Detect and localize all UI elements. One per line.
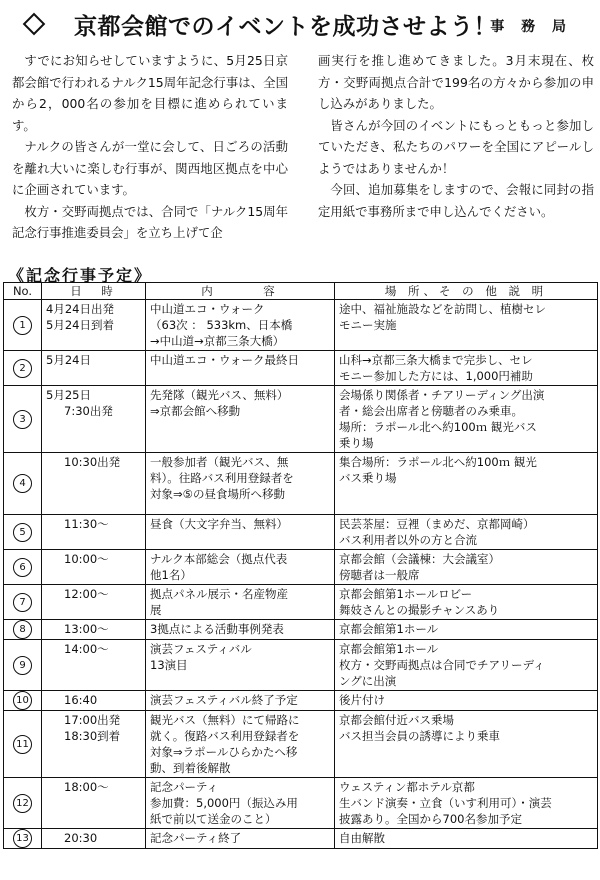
notes-line: 京都会館第1ホール: [339, 642, 439, 656]
column-header-notes: 場 所、そ の 他 説 明: [335, 283, 598, 300]
content-cell: [146, 386, 335, 453]
row-number-circle: 3: [13, 410, 32, 429]
intro-paragraph: 画実行を推し進めてきました。3月末現在、枚方・交野両拠点合計で199名の方々から参加の申し込みがありました。: [318, 53, 594, 111]
datetime-line: 4月24日出発: [46, 302, 114, 316]
content-line: 記念パーティ: [150, 780, 219, 794]
row-number-circle: 13: [13, 829, 32, 848]
notes-line: 京都会館付近バス乗場: [339, 713, 454, 727]
schedule-header-row: [4, 283, 598, 300]
content-cell: [146, 585, 335, 620]
schedule-heading: 《記念行事予定》: [8, 266, 153, 285]
content-line: 一般参加者（観光バス、無: [150, 455, 289, 469]
notes-cell: [335, 351, 598, 386]
datetime-cell: [42, 351, 146, 386]
datetime-line: 12:00～: [64, 587, 109, 601]
datetime-cell: [42, 550, 146, 585]
row-number-cell: [4, 300, 42, 351]
datetime-cell: [42, 386, 146, 453]
schedule-row: [4, 620, 598, 640]
notes-line: 乗り場: [339, 436, 374, 450]
datetime-line: 5月24日: [46, 353, 91, 367]
notes-line: 京都会館（会議棟：大会議室）: [339, 552, 500, 566]
content-line: ⇒京都会館へ移動: [150, 404, 241, 418]
notes-line: 生バンド演奏・立食（いす利用可）・演芸: [339, 796, 552, 810]
row-number-cell: [4, 620, 42, 640]
datetime-cell: [42, 453, 146, 515]
notes-line: 傍聴者は一般席: [339, 568, 420, 582]
datetime-line: 10:00～: [64, 552, 109, 566]
datetime-line: 11:30～: [64, 517, 109, 531]
row-number-cell: [4, 711, 42, 778]
datetime-line: 5月24日到着: [46, 318, 114, 332]
datetime-line: 17:00出発: [64, 713, 121, 727]
schedule-row: [4, 300, 598, 351]
content-line: 対象⇒ラポールひらかたへ移: [150, 745, 298, 759]
datetime-cell: [42, 620, 146, 640]
notes-line: ウェスティン都ホテル京都: [339, 780, 475, 794]
article-author: 事 務 局: [490, 19, 572, 35]
row-number-circle: 1: [13, 316, 32, 335]
notes-line: バス乗り場: [339, 471, 397, 485]
schedule-body: [4, 300, 598, 849]
datetime-line: 10:30出発: [64, 455, 121, 469]
notes-cell: [335, 515, 598, 550]
notes-cell: [335, 386, 598, 453]
intro-column-right: [318, 50, 594, 222]
content-cell: [146, 829, 335, 849]
content-line: 先発隊（観光バス、無料）: [150, 388, 289, 402]
row-number-circle: 9: [13, 656, 32, 675]
row-number-cell: [4, 386, 42, 453]
content-cell: [146, 300, 335, 351]
datetime-cell: [42, 829, 146, 849]
intro-paragraph: 皆さんが今回のイベントにもっともっと参加していただき、私たちのパワーを全国にアピールしようではありませんか！: [318, 117, 594, 176]
article-title: 京都会館でのイベントを成功させよう！: [74, 14, 497, 40]
notes-line: モニー参加した方には、1,000円補助: [339, 369, 533, 383]
notes-cell: [335, 640, 598, 691]
row-number-circle: 5: [13, 523, 32, 542]
schedule-row: [4, 711, 598, 778]
notes-line: 途中、福祉施設などを訪問し、植樹セレ: [339, 302, 546, 316]
intro-text: [12, 50, 592, 260]
row-number-circle: 8: [13, 620, 32, 639]
content-cell: [146, 351, 335, 386]
datetime-cell: [42, 691, 146, 711]
content-line: 他1名）: [150, 568, 192, 582]
row-number-circle: 4: [13, 474, 32, 493]
notes-line: モニー実施: [339, 318, 397, 332]
row-number-cell: [4, 550, 42, 585]
schedule-row: [4, 640, 598, 691]
datetime-cell: [42, 515, 146, 550]
content-line: 13演目: [150, 658, 188, 672]
column-header-content: 内 容: [146, 283, 335, 300]
schedule-row: [4, 351, 598, 386]
row-number-circle: 12: [13, 794, 32, 813]
row-number-cell: [4, 351, 42, 386]
notes-cell: [335, 691, 598, 711]
datetime-cell: [42, 300, 146, 351]
notes-cell: [335, 620, 598, 640]
column-header-datetime: 日 時: [42, 283, 146, 300]
notes-line: 京都会館第1ホールロビー: [339, 587, 473, 601]
intro-paragraph: 枚方・交野両拠点では、合同で「ナルク15周年記念行事推進委員会」を立ち上げて企: [12, 203, 288, 240]
notes-cell: [335, 778, 598, 829]
content-line: 演芸フェスティバル: [150, 642, 252, 656]
content-line: 展: [150, 603, 162, 617]
schedule-table: [3, 282, 598, 849]
content-line: →中山道→京都三条大橋）: [150, 334, 285, 348]
content-line: 昼食（大文字弁当、無料）: [150, 517, 288, 531]
notes-line: 後片付け: [339, 693, 385, 707]
notes-line: 自由解散: [339, 831, 385, 845]
notes-line: 集合場所：ラポール北へ約100ｍ 観光: [339, 455, 537, 469]
datetime-cell: [42, 778, 146, 829]
content-line: 記念パーティ終了: [150, 831, 242, 845]
row-number-circle: 11: [13, 735, 32, 754]
notes-line: 山科→京都三条大橋まで完歩し、セレ: [339, 353, 533, 367]
content-line: 3拠点による活動事例発表: [150, 622, 284, 636]
row-number-circle: 6: [13, 558, 32, 577]
schedule-row: [4, 691, 598, 711]
row-number-cell: [4, 691, 42, 711]
content-line: 動、到着後解散: [150, 761, 231, 775]
notes-cell: [335, 585, 598, 620]
intro-paragraph: ナルクの皆さんが一堂に会して、日ごろの活動を離れ大いに楽しむ行事が、関西地区拠点を中心に企画されています。: [12, 139, 288, 197]
content-cell: [146, 620, 335, 640]
notes-line: 場所：ラポール北へ約100ｍ 観光バス: [339, 420, 537, 434]
notes-line: バス担当会員の誘導により乗車: [339, 729, 500, 743]
content-line: 中山道エコ・ウォーク: [150, 302, 265, 316]
content-cell: [146, 550, 335, 585]
content-line: 拠点パネル展示・名産物産: [150, 587, 288, 601]
datetime-cell: [42, 585, 146, 620]
notes-line: 披露あり。全国から700名参加予定: [339, 812, 522, 826]
schedule-row: [4, 550, 598, 585]
notes-cell: [335, 550, 598, 585]
notes-line: 者・総会出席者と傍聴者のみ乗車。: [339, 404, 523, 418]
notes-line: 舞妓さんとの撮影チャンスあり: [339, 603, 500, 617]
datetime-line: 13:00～: [64, 622, 109, 636]
content-cell: [146, 711, 335, 778]
notes-cell: [335, 300, 598, 351]
content-cell: [146, 640, 335, 691]
content-cell: [146, 453, 335, 515]
schedule-row: [4, 515, 598, 550]
notes-line: ングに出演: [339, 674, 397, 688]
notes-line: 枚方・交野両拠点は合同でチアリーディ: [339, 658, 545, 672]
schedule-row: [4, 585, 598, 620]
row-number-cell: [4, 453, 42, 515]
notes-line: バス利用者以外の方と合流: [339, 533, 477, 547]
schedule-row: [4, 386, 598, 453]
content-line: 参加費：5,000円（振込み用: [150, 796, 298, 810]
datetime-line: 5月25日: [46, 388, 91, 402]
schedule-row: [4, 829, 598, 849]
content-line: 中山道エコ・ウォーク最終日: [150, 353, 300, 367]
column-header-no: No.: [4, 283, 42, 300]
schedule-row: [4, 778, 598, 829]
row-number-circle: 2: [13, 359, 32, 378]
intro-column-left: [12, 50, 288, 244]
notes-line: 会場係り関係者・チアリーディング出演: [339, 388, 545, 402]
article-header: [22, 6, 582, 40]
notes-line: 民芸茶屋：豆裡（まめだ、京都岡崎）: [339, 517, 535, 531]
notes-cell: [335, 453, 598, 515]
row-number-cell: [4, 640, 42, 691]
intro-paragraph: 今回、追加募集をしますので、会報に同封の指定用紙で事務所まで申し込んでください。: [318, 182, 594, 219]
content-cell: [146, 778, 335, 829]
schedule-row: [4, 453, 598, 515]
content-line: 紙で前以て送金のこと）: [150, 812, 277, 826]
datetime-line: 16:40: [64, 693, 98, 707]
datetime-line: 18:00～: [64, 780, 109, 794]
datetime-line: 18:30到着: [64, 729, 121, 743]
datetime-line: 14:00～: [64, 642, 109, 656]
row-number-circle: 7: [13, 593, 32, 612]
notes-cell: [335, 829, 598, 849]
row-number-circle: 10: [13, 691, 32, 710]
datetime-line: 7:30出発: [64, 404, 113, 418]
content-line: ナルク本部総会（拠点代表: [150, 552, 288, 566]
row-number-cell: [4, 778, 42, 829]
content-line: 料）。往路バス利用登録者を: [150, 471, 294, 485]
content-line: 対象⇒⑤の昼食場所へ移動: [150, 487, 285, 501]
datetime-line: 20:30: [64, 831, 98, 845]
row-number-cell: [4, 829, 42, 849]
content-line: 就く。復路バス利用登録者を: [150, 729, 300, 743]
content-line: （63次 ： 533km、日本橋: [150, 318, 293, 332]
content-cell: [146, 691, 335, 711]
diamond-bullet-icon: [23, 13, 46, 36]
content-line: 観光バス（無料）にて帰路に: [150, 713, 300, 727]
content-line: 演芸フェスティバル終了予定: [150, 693, 298, 707]
row-number-cell: [4, 515, 42, 550]
content-cell: [146, 515, 335, 550]
notes-line: 京都会館第1ホール: [339, 622, 439, 636]
datetime-cell: [42, 711, 146, 778]
intro-paragraph: すでにお知らせしていますように、5月25日京都会館で行われるナルク15周年記念行事は、全国から2，000名の参加を目標に進められています。: [12, 53, 288, 133]
notes-cell: [335, 711, 598, 778]
row-number-cell: [4, 585, 42, 620]
datetime-cell: [42, 640, 146, 691]
